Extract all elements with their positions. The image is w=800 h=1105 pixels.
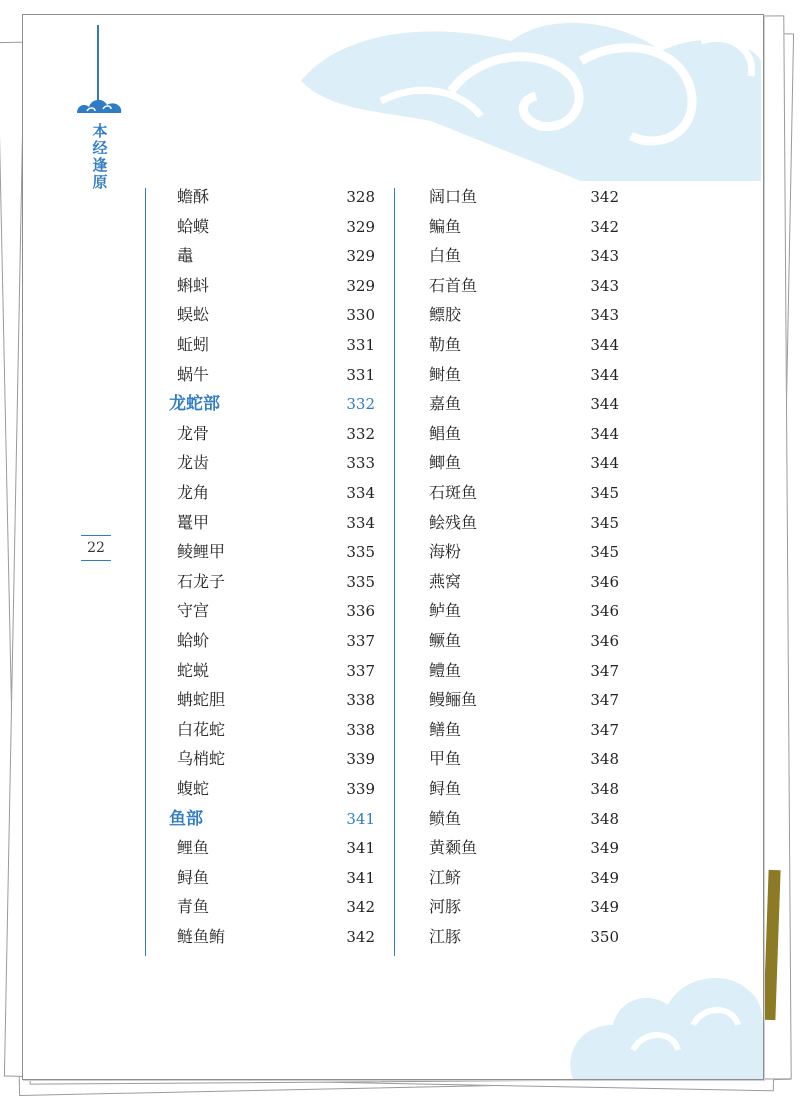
toc-entry-page: 338 bbox=[346, 691, 375, 710]
toc-entry-title: 蚯蚓 bbox=[177, 335, 210, 354]
toc-entry bbox=[421, 775, 619, 803]
toc-entry-title: 石斑鱼 bbox=[429, 483, 478, 502]
toc-entry-title: 蜈蚣 bbox=[177, 305, 210, 325]
toc-entry bbox=[421, 568, 619, 596]
toc-entry bbox=[169, 893, 375, 921]
toc-entry-title: 鲟鱼 bbox=[429, 779, 462, 798]
toc-entry bbox=[169, 716, 375, 744]
toc-entry-page: 348 bbox=[590, 750, 619, 769]
toc-entry bbox=[169, 834, 375, 862]
toc-entry-page: 348 bbox=[590, 809, 619, 828]
toc-entry bbox=[169, 272, 375, 300]
toc-entry-page: 347 bbox=[590, 661, 619, 680]
toc-entry bbox=[421, 538, 619, 566]
toc-entry bbox=[421, 183, 619, 211]
toc-entry-title: 守宫 bbox=[177, 601, 210, 621]
toc-entry-page: 336 bbox=[346, 602, 375, 621]
toc-entry-title: 蛤蟆 bbox=[177, 216, 210, 236]
toc-entry-page: 349 bbox=[590, 868, 619, 887]
toc-entry-title: 龙蛇部 bbox=[169, 394, 220, 415]
toc-entry-title: 蛇蜕 bbox=[177, 660, 210, 680]
toc-entry-page: 328 bbox=[346, 188, 375, 206]
toc-entry bbox=[421, 864, 619, 892]
toc-entry-page: 334 bbox=[346, 513, 375, 532]
toc-entry-title: 鼃 bbox=[177, 246, 194, 266]
toc-entry bbox=[169, 301, 375, 329]
toc-entry-title: 鳔胶 bbox=[429, 305, 462, 325]
toc-entry bbox=[169, 449, 375, 477]
toc-entry-title: 鲫鱼 bbox=[429, 453, 462, 473]
toc-entry-title: 蟾酥 bbox=[177, 187, 210, 206]
toc-entry-title: 龙角 bbox=[177, 483, 210, 502]
toc-entry-title: 鲤鱼 bbox=[177, 838, 210, 858]
toc-entry-page: 347 bbox=[590, 691, 619, 710]
toc-entry-title: 鱼部 bbox=[169, 808, 203, 829]
toc-entry-title: 蛤蚧 bbox=[177, 631, 210, 650]
toc-entry-page: 342 bbox=[590, 217, 619, 236]
toc-entry bbox=[421, 479, 619, 507]
toc-entry-page: 338 bbox=[346, 720, 375, 739]
toc-entry-title: 乌梢蛇 bbox=[177, 749, 226, 769]
toc-entry-page: 332 bbox=[346, 395, 375, 414]
toc-entry-title: 鳝鱼 bbox=[429, 719, 462, 739]
toc-entry bbox=[169, 597, 375, 625]
toc-entry-title: 蜗牛 bbox=[177, 364, 210, 384]
toc-entry-page: 342 bbox=[346, 898, 375, 917]
toc-entry bbox=[421, 331, 619, 359]
toc-entry-page: 335 bbox=[346, 543, 375, 562]
toc-entry bbox=[421, 627, 619, 655]
toc-entry bbox=[169, 775, 375, 803]
toc-entry bbox=[421, 805, 619, 833]
toc-entry bbox=[169, 923, 375, 951]
toc-entry-title: 鲙残鱼 bbox=[429, 512, 478, 532]
toc-entry bbox=[421, 420, 619, 448]
toc-entry-title: 白鱼 bbox=[429, 246, 462, 266]
toc-entry-title: 鲢鱼鲔 bbox=[177, 927, 226, 946]
toc-entry-title: 鲮鲤甲 bbox=[177, 542, 226, 562]
toc-entry-title: 石首鱼 bbox=[429, 275, 478, 295]
toc-entry-title: 鲈鱼 bbox=[429, 601, 462, 621]
toc-entry-title: 鼍甲 bbox=[177, 512, 210, 532]
toc-entry-page: 341 bbox=[346, 839, 375, 858]
toc-entry-title: 蝮蛇 bbox=[177, 779, 210, 798]
toc-entry-page: 347 bbox=[590, 720, 619, 739]
toc-entry-title: 鳊鱼 bbox=[429, 216, 462, 236]
toc-entry-page: 345 bbox=[590, 513, 619, 532]
toc-entry-page: 330 bbox=[346, 306, 375, 325]
toc-entry-page: 339 bbox=[346, 780, 375, 798]
toc-entry-page: 334 bbox=[346, 484, 375, 502]
toc-entry bbox=[169, 864, 375, 892]
toc-entry-page: 343 bbox=[590, 247, 619, 266]
toc-entry-title: 阔口鱼 bbox=[429, 187, 478, 206]
toc-entry-page: 346 bbox=[590, 602, 619, 621]
toc-entry bbox=[421, 923, 619, 951]
toc-entry-title: 海粉 bbox=[429, 542, 462, 562]
toc-entry-title: 蚺蛇胆 bbox=[177, 690, 226, 710]
toc-entry-title: 鲳鱼 bbox=[429, 423, 462, 443]
toc-entry-page: 341 bbox=[346, 809, 375, 828]
toc-entry bbox=[169, 420, 375, 448]
toc-entry bbox=[421, 213, 619, 241]
toc-entry bbox=[169, 183, 375, 211]
toc-entry-page: 329 bbox=[346, 247, 375, 266]
toc-entry-page: 341 bbox=[346, 868, 375, 887]
toc-entry bbox=[169, 242, 375, 270]
toc-entry-page: 345 bbox=[590, 543, 619, 562]
toc-entry-page: 337 bbox=[346, 632, 375, 650]
cloud-knot-icon bbox=[73, 93, 127, 123]
toc-entry-title: 龙齿 bbox=[177, 453, 210, 473]
toc-entry-title: 龙骨 bbox=[177, 423, 210, 443]
toc-entry bbox=[421, 272, 619, 300]
toc-entry-title: 白花蛇 bbox=[177, 719, 226, 739]
toc-entry-title: 黄颡鱼 bbox=[429, 838, 478, 858]
toc-entry-page: 344 bbox=[590, 336, 619, 354]
page-number: 22 bbox=[81, 535, 111, 561]
toc-entry-page: 332 bbox=[346, 424, 375, 443]
toc-entry-page: 349 bbox=[590, 898, 619, 917]
toc-entry-title: 河豚 bbox=[429, 897, 462, 917]
toc-entry-page: 343 bbox=[590, 306, 619, 325]
toc-entry bbox=[169, 509, 375, 537]
toc-entry-page: 349 bbox=[590, 839, 619, 858]
toc-entry-page: 331 bbox=[346, 336, 375, 354]
toc-entry bbox=[421, 301, 619, 329]
toc-entry-title: 石龙子 bbox=[177, 571, 226, 591]
right-column-rule bbox=[394, 188, 395, 956]
toc-entry-title: 鳜鱼 bbox=[429, 631, 462, 650]
cloud-pattern-bottom bbox=[563, 970, 763, 1080]
toc-entry bbox=[421, 361, 619, 389]
toc-entry bbox=[421, 745, 619, 773]
toc-entry-title: 蝌蚪 bbox=[177, 275, 210, 295]
toc-entry bbox=[421, 716, 619, 744]
toc-entry bbox=[421, 509, 619, 537]
toc-entry-page: 343 bbox=[590, 276, 619, 295]
toc-entry-title: 甲鱼 bbox=[429, 749, 462, 769]
toc-entry bbox=[169, 538, 375, 566]
toc-entry-page: 346 bbox=[590, 632, 619, 650]
toc-entry bbox=[421, 657, 619, 685]
toc-entry bbox=[421, 597, 619, 625]
toc-entry bbox=[421, 390, 619, 418]
toc-entry bbox=[169, 568, 375, 596]
toc-entry-page: 335 bbox=[346, 572, 375, 591]
toc-entry-page: 329 bbox=[346, 217, 375, 236]
toc-entry-page: 339 bbox=[346, 750, 375, 769]
toc-entry-title: 江鲚 bbox=[429, 867, 462, 887]
toc-entry-page: 344 bbox=[590, 454, 619, 473]
toc-entry-title: 嘉鱼 bbox=[429, 394, 462, 414]
toc-entry bbox=[169, 627, 375, 655]
toc-entry-page: 346 bbox=[590, 572, 619, 591]
toc-entry bbox=[169, 657, 375, 685]
toc-entry-page: 344 bbox=[590, 395, 619, 414]
toc-entry-title: 青鱼 bbox=[177, 897, 210, 917]
vertical-book-title: 本经逢原 bbox=[92, 122, 108, 191]
cloud-pattern-top bbox=[281, 21, 761, 181]
toc-entry-title: 鲥鱼 bbox=[429, 364, 462, 384]
toc-entry-page: 329 bbox=[346, 276, 375, 295]
toc-entry-page: 344 bbox=[590, 424, 619, 443]
toc-entry-page: 350 bbox=[590, 928, 619, 946]
book-page bbox=[22, 14, 764, 1080]
toc-entry-title: 勒鱼 bbox=[429, 335, 462, 354]
toc-entry-title: 鳗鲡鱼 bbox=[429, 690, 478, 710]
toc-entry bbox=[421, 834, 619, 862]
toc-entry bbox=[421, 242, 619, 270]
toc-entry bbox=[169, 745, 375, 773]
toc-entry-page: 348 bbox=[590, 780, 619, 798]
toc-entry bbox=[169, 479, 375, 507]
left-column-rule bbox=[145, 188, 146, 956]
toc-entry-page: 344 bbox=[590, 365, 619, 384]
toc-entry bbox=[169, 686, 375, 714]
toc-entry bbox=[421, 893, 619, 921]
toc-entry-title: 鲼鱼 bbox=[429, 808, 462, 828]
toc-entry-page: 337 bbox=[346, 661, 375, 680]
toc-entry-page: 333 bbox=[346, 454, 375, 473]
toc-entry bbox=[421, 686, 619, 714]
toc-entry-title: 江豚 bbox=[429, 927, 462, 946]
toc-entry-page: 342 bbox=[590, 188, 619, 206]
toc-entry-title: 鳢鱼 bbox=[429, 660, 462, 680]
toc-entry bbox=[169, 361, 375, 389]
toc-entry bbox=[169, 331, 375, 359]
toc-entry-page: 345 bbox=[590, 484, 619, 502]
toc-section-heading bbox=[169, 390, 375, 418]
toc-entry-title: 鲟鱼 bbox=[177, 867, 210, 887]
toc-section-heading bbox=[169, 805, 375, 833]
toc-entry-title: 燕窝 bbox=[429, 571, 462, 591]
toc-entry bbox=[421, 449, 619, 477]
toc-entry bbox=[169, 213, 375, 241]
toc-entry-page: 331 bbox=[346, 365, 375, 384]
toc-entry-page: 342 bbox=[346, 928, 375, 946]
